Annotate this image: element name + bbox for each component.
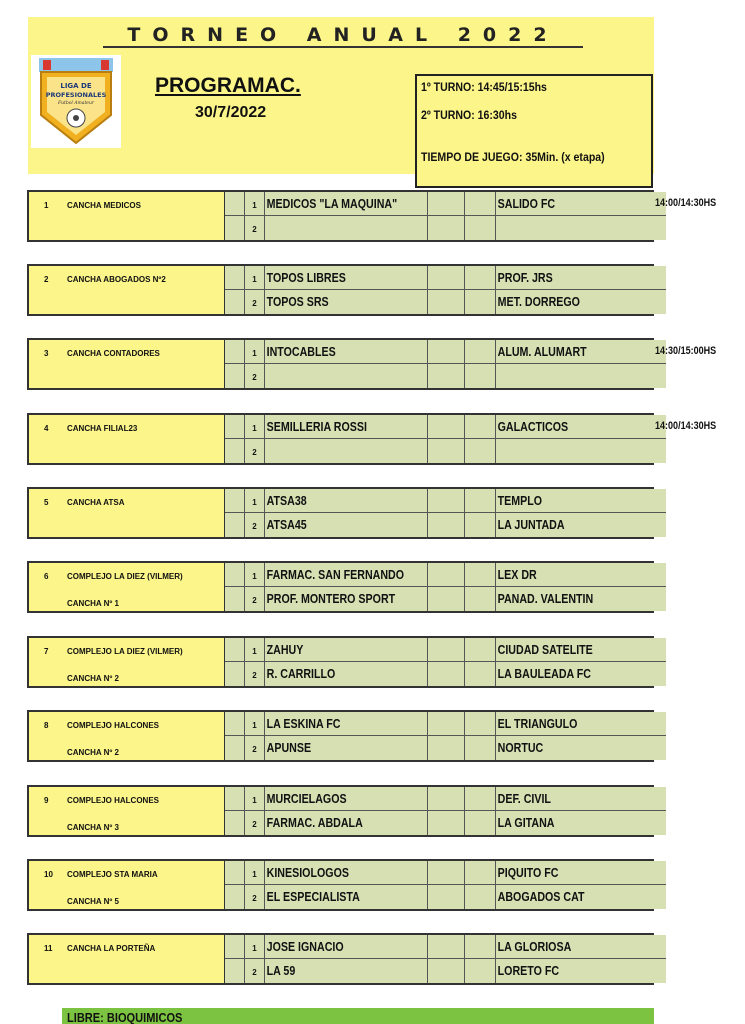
venue-name: CANCHA CONTADORES — [67, 349, 160, 358]
turn-number: 1 — [245, 638, 265, 662]
venue-label — [29, 787, 225, 835]
venue-number: 2 — [44, 275, 49, 284]
score-cell — [465, 489, 496, 513]
score-cell — [465, 340, 496, 364]
venue-label — [29, 712, 225, 760]
away-team: LA GLORIOSA — [497, 939, 572, 954]
turn-number: 2 — [245, 811, 265, 835]
away-team: NORTUC — [497, 740, 544, 755]
score-cell — [428, 415, 465, 439]
score-cell — [428, 959, 465, 983]
venue-name: COMPLEJO STA MARIA — [67, 870, 158, 879]
home-team: EL ESPECIALISTA — [266, 889, 360, 904]
home-team: ZAHUY — [266, 642, 304, 657]
venue-subname: CANCHA Nº 1 — [67, 599, 119, 608]
turn-number: 2 — [245, 513, 265, 537]
turn-number: 2 — [245, 959, 265, 983]
turn-number: 1 — [245, 787, 265, 811]
score-cell — [428, 216, 465, 240]
venue-name: CANCHA ATSA — [67, 498, 125, 507]
venue-number: 4 — [44, 424, 49, 433]
score-cell — [428, 364, 465, 388]
venue-subname: CANCHA Nº 3 — [67, 823, 119, 832]
venue-name: CANCHA FILIAL23 — [67, 424, 138, 433]
score-cell — [428, 712, 465, 736]
venue-number: 8 — [44, 721, 49, 730]
venue-label — [29, 563, 225, 611]
spacer-cell — [225, 192, 245, 216]
logo-text-1: LIGA DE — [60, 82, 92, 90]
score-cell — [428, 290, 465, 314]
home-team-cell — [265, 587, 428, 611]
away-team: TEMPLO — [497, 493, 543, 508]
away-team: MET. DORREGO — [497, 294, 580, 309]
away-team: LA GITANA — [497, 815, 555, 830]
home-team-cell — [265, 340, 428, 364]
venue-block — [27, 785, 654, 837]
home-team: LA 59 — [266, 963, 296, 978]
venue-label — [29, 935, 225, 983]
venue-number: 1 — [44, 201, 49, 210]
home-team-cell — [265, 959, 428, 983]
away-team: EL TRIANGULO — [497, 716, 578, 731]
away-team-cell — [496, 712, 666, 736]
away-team-cell — [496, 415, 666, 439]
turn-2-text: 2º TURNO: 16:30hs — [421, 108, 517, 122]
home-team: KINESIOLOGOS — [266, 865, 349, 880]
spacer-cell — [225, 811, 245, 835]
match-time: 14:00/14:30HS — [655, 420, 717, 432]
away-team: PIQUITO FC — [497, 865, 559, 880]
venue-name: COMPLEJO LA DIEZ (VILMER) — [67, 647, 183, 656]
score-cell — [465, 439, 496, 463]
spacer-cell — [225, 513, 245, 537]
venue-name: CANCHA MEDICOS — [67, 201, 141, 210]
venue-number: 5 — [44, 498, 49, 507]
home-team-cell — [265, 563, 428, 587]
home-team-cell — [265, 216, 428, 240]
venue-number: 10 — [44, 870, 53, 879]
turn-number: 1 — [245, 935, 265, 959]
spacer-cell — [225, 885, 245, 909]
score-cell — [465, 563, 496, 587]
home-team-cell — [265, 861, 428, 885]
venue-number: 7 — [44, 647, 49, 656]
score-cell — [465, 811, 496, 835]
venue-subname: CANCHA Nº 5 — [67, 897, 119, 906]
home-team: R. CARRILLO — [266, 666, 336, 681]
score-cell — [428, 861, 465, 885]
libre-bar — [62, 1008, 654, 1024]
venue-block — [27, 190, 654, 242]
libre-text: LIBRE: BIOQUIMICOS — [67, 1010, 183, 1024]
home-team: LA ESKINA FC — [266, 716, 341, 731]
title-underline — [103, 46, 583, 48]
spacer-cell — [225, 340, 245, 364]
turn-number: 1 — [245, 563, 265, 587]
score-cell — [428, 489, 465, 513]
venue-block — [27, 264, 654, 316]
score-cell — [465, 712, 496, 736]
venue-block — [27, 487, 654, 539]
venue-block — [27, 413, 654, 465]
score-cell — [465, 290, 496, 314]
venue-block — [27, 859, 654, 911]
venue-label — [29, 489, 225, 537]
home-team-cell — [265, 192, 428, 216]
away-team-cell — [496, 216, 666, 240]
score-cell — [465, 415, 496, 439]
home-team: FARMAC. SAN FERNANDO — [266, 567, 405, 582]
home-team: ATSA38 — [266, 493, 307, 508]
match-time: 14:00/14:30HS — [655, 197, 717, 209]
home-team: APUNSE — [266, 740, 312, 755]
score-cell — [465, 638, 496, 662]
score-cell — [428, 736, 465, 760]
venue-label — [29, 192, 225, 240]
spacer-cell — [225, 439, 245, 463]
away-team-cell — [496, 638, 666, 662]
venue-name: COMPLEJO HALCONES — [67, 721, 160, 730]
home-team-cell — [265, 935, 428, 959]
score-cell — [465, 935, 496, 959]
home-team-cell — [265, 415, 428, 439]
spacer-cell — [225, 861, 245, 885]
score-cell — [428, 587, 465, 611]
spacer-cell — [225, 787, 245, 811]
score-cell — [465, 662, 496, 686]
away-team-cell — [496, 811, 666, 835]
away-team: LEX DR — [497, 567, 537, 582]
score-cell — [428, 885, 465, 909]
venue-subname: CANCHA Nº 2 — [67, 748, 119, 757]
score-cell — [428, 266, 465, 290]
turns-box — [415, 74, 653, 188]
away-team: PROF. JRS — [497, 270, 553, 285]
home-team-cell — [265, 489, 428, 513]
venue-label — [29, 638, 225, 686]
venue-block — [27, 338, 654, 390]
away-team-cell — [496, 736, 666, 760]
away-team-cell — [496, 489, 666, 513]
score-cell — [465, 513, 496, 537]
home-team: JOSE IGNACIO — [266, 939, 344, 954]
home-team-cell — [265, 266, 428, 290]
venue-name: COMPLEJO HALCONES — [67, 796, 160, 805]
away-team-cell — [496, 662, 666, 686]
spacer-cell — [225, 489, 245, 513]
score-cell — [465, 587, 496, 611]
venue-block — [27, 636, 654, 688]
turn-number: 2 — [245, 364, 265, 388]
away-team-cell — [496, 935, 666, 959]
away-team-cell — [496, 513, 666, 537]
home-team-cell — [265, 513, 428, 537]
logo-text-3: Futbol Amateur — [57, 101, 95, 106]
venue-block — [27, 561, 654, 613]
score-cell — [465, 861, 496, 885]
away-team-cell — [496, 563, 666, 587]
home-team: FARMAC. ABDALA — [266, 815, 363, 830]
score-cell — [428, 662, 465, 686]
away-team: PANAD. VALENTIN — [497, 591, 594, 606]
away-team: ALUM. ALUMART — [497, 344, 587, 359]
home-team: TOPOS SRS — [266, 294, 329, 309]
away-team: LA JUNTADA — [497, 517, 565, 532]
venue-label — [29, 266, 225, 314]
venue-number: 3 — [44, 349, 49, 358]
venue-block — [27, 933, 654, 985]
home-team-cell — [265, 662, 428, 686]
spacer-cell — [225, 364, 245, 388]
away-team-cell — [496, 364, 666, 388]
turn-number: 2 — [245, 885, 265, 909]
turn-number: 2 — [245, 662, 265, 686]
home-team-cell — [265, 736, 428, 760]
tournament-title: TORNEO ANUAL 2022 — [127, 24, 559, 46]
turn-number: 2 — [245, 587, 265, 611]
turn-number: 1 — [245, 192, 265, 216]
spacer-cell — [225, 266, 245, 290]
venue-number: 6 — [44, 572, 49, 581]
spacer-cell — [225, 712, 245, 736]
score-cell — [428, 513, 465, 537]
spacer-cell — [225, 587, 245, 611]
turn-number: 1 — [245, 489, 265, 513]
home-team-cell — [265, 712, 428, 736]
turn-number: 2 — [245, 736, 265, 760]
venue-name: CANCHA LA PORTEÑA — [67, 944, 156, 953]
venue-label — [29, 340, 225, 388]
spacer-cell — [225, 638, 245, 662]
away-team: LA BAULEADA FC — [497, 666, 592, 681]
away-team: SALIDO FC — [497, 196, 556, 211]
venue-subname: CANCHA Nº 2 — [67, 674, 119, 683]
logo-text-2: PROFESIONALES — [45, 91, 107, 99]
score-cell — [465, 885, 496, 909]
venue-name: COMPLEJO LA DIEZ (VILMER) — [67, 572, 183, 581]
turn-1-text: 1º TURNO: 14:45/15:15hs — [421, 80, 547, 94]
home-team: SEMILLERIA ROSSI — [266, 419, 367, 434]
venue-number: 9 — [44, 796, 49, 805]
home-team: MEDICOS "LA MAQUINA" — [266, 196, 398, 211]
home-team-cell — [265, 811, 428, 835]
spacer-cell — [225, 935, 245, 959]
score-cell — [428, 638, 465, 662]
home-team-cell — [265, 290, 428, 314]
score-cell — [465, 266, 496, 290]
venue-label — [29, 861, 225, 909]
program-title: PROGRAMAC. — [155, 74, 301, 97]
home-team: INTOCABLES — [266, 344, 336, 359]
away-team-cell — [496, 885, 666, 909]
score-cell — [465, 959, 496, 983]
turn-number: 2 — [245, 290, 265, 314]
score-cell — [465, 192, 496, 216]
away-team: CIUDAD SATELITE — [497, 642, 593, 657]
spacer-cell — [225, 662, 245, 686]
turn-number: 1 — [245, 861, 265, 885]
match-time: 14:30/15:00HS — [655, 345, 717, 357]
away-team-cell — [496, 290, 666, 314]
score-cell — [465, 736, 496, 760]
score-cell — [428, 340, 465, 364]
score-cell — [465, 787, 496, 811]
venue-block — [27, 710, 654, 762]
home-team: ATSA45 — [266, 517, 307, 532]
game-time-text: TIEMPO DE JUEGO: 35Min. (x etapa) — [421, 150, 605, 164]
home-team-cell — [265, 364, 428, 388]
home-team: TOPOS LIBRES — [266, 270, 346, 285]
turn-number: 2 — [245, 216, 265, 240]
turn-number: 1 — [245, 415, 265, 439]
away-team: GALACTICOS — [497, 419, 569, 434]
score-cell — [465, 364, 496, 388]
spacer-cell — [225, 415, 245, 439]
away-team: LORETO FC — [497, 963, 560, 978]
venue-name: CANCHA ABOGADOS Nº2 — [67, 275, 166, 284]
away-team: ABOGADOS CAT — [497, 889, 585, 904]
score-cell — [428, 811, 465, 835]
score-cell — [428, 787, 465, 811]
turn-number: 2 — [245, 439, 265, 463]
program-date: 30/7/2022 — [195, 104, 267, 121]
home-team: PROF. MONTERO SPORT — [266, 591, 396, 606]
spacer-cell — [225, 216, 245, 240]
home-team-cell — [265, 787, 428, 811]
away-team-cell — [496, 192, 666, 216]
turn-number: 1 — [245, 266, 265, 290]
header-panel — [28, 17, 654, 174]
score-cell — [428, 439, 465, 463]
league-logo — [31, 55, 121, 148]
away-team-cell — [496, 340, 666, 364]
away-team-cell — [496, 587, 666, 611]
away-team-cell — [496, 959, 666, 983]
home-team-cell — [265, 885, 428, 909]
away-team-cell — [496, 787, 666, 811]
home-team: MURCIELAGOS — [266, 791, 347, 806]
venue-number: 11 — [44, 944, 53, 953]
score-cell — [465, 216, 496, 240]
league-shield-icon — [31, 55, 121, 148]
away-team-cell — [496, 439, 666, 463]
spacer-cell — [225, 290, 245, 314]
away-team-cell — [496, 861, 666, 885]
away-team-cell — [496, 266, 666, 290]
away-team: DEF. CIVIL — [497, 791, 551, 806]
home-team-cell — [265, 439, 428, 463]
venue-label — [29, 415, 225, 463]
score-cell — [428, 192, 465, 216]
score-cell — [428, 563, 465, 587]
score-cell — [428, 935, 465, 959]
home-team-cell — [265, 638, 428, 662]
turn-number: 1 — [245, 712, 265, 736]
turn-number: 1 — [245, 340, 265, 364]
spacer-cell — [225, 563, 245, 587]
spacer-cell — [225, 736, 245, 760]
spacer-cell — [225, 959, 245, 983]
